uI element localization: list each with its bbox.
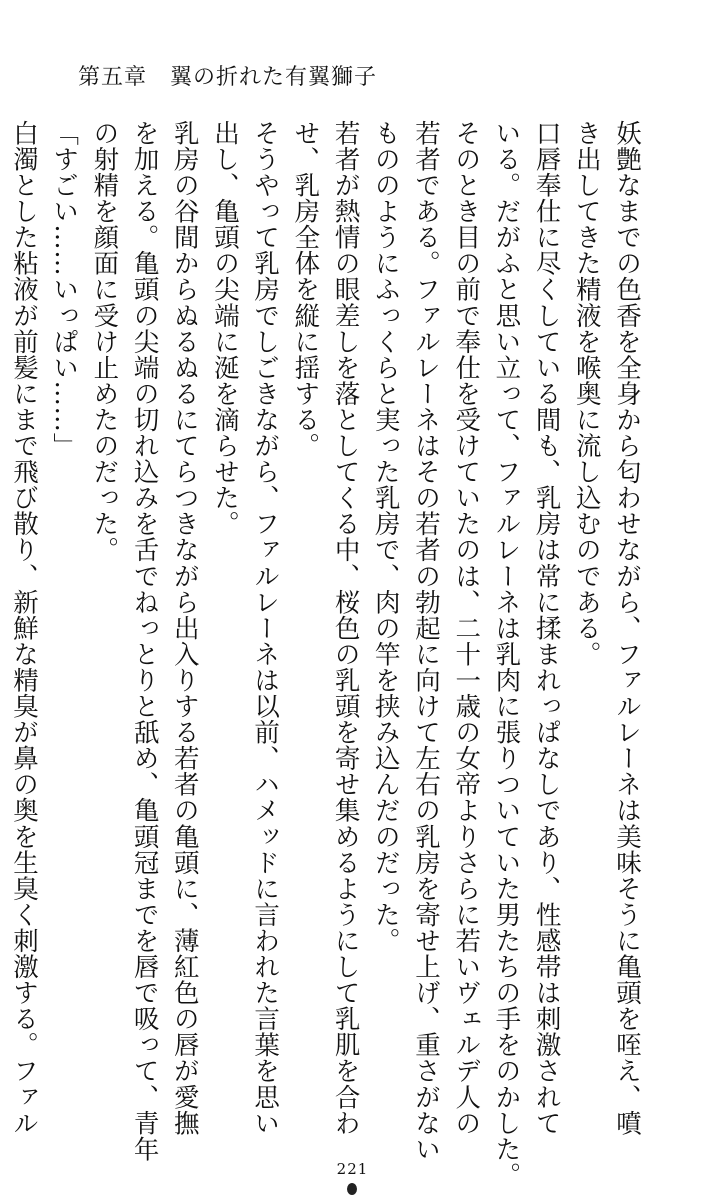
- text-line: そのとき目の前で奉仕を受けていたのは、二十一歳の女帝よりさらに若いヴェルデ人の: [451, 120, 482, 1136]
- text-line: そうやって乳房でしごきながら、ファルレーネは以前、ハメッドに言われた言葉を思い: [250, 120, 281, 1136]
- text-line: 「すごい……いっぱい……」: [49, 120, 80, 459]
- text-line: 口唇奉仕に尽くしている間も、乳房は常に揉まれっぱなしであり、性感帯は刺激されて: [531, 120, 562, 1136]
- text-line: 出し、亀頭の尖端に涎を滴らせた。: [209, 120, 240, 537]
- text-line: [0, 120, 4, 988]
- page-ornament-dot: [347, 1183, 357, 1195]
- text-line: 白濁とした粘液が前髪にまで飛び散り、新鮮な精臭が鼻の奥を生臭く刺激する。ファル: [8, 120, 39, 1136]
- text-line: 若者である。ファルレーネはその若者の勃起に向けて左右の乳房を寄せ上げ、重さがない: [410, 120, 441, 1162]
- text-line: もののようにふっくらと実った乳房で、肉の竿を挟み込んだのだった。: [370, 120, 401, 954]
- text-line: を加える。亀頭の尖端の切れ込みを舌でねっとりと舐め、亀頭冠までを唇で吸って、青年: [129, 120, 160, 1162]
- text-line: 妖艶なまでの色香を全身から匂わせながら、ファルレーネは美味そうに亀頭を咥え、噴: [612, 120, 642, 1136]
- text-line: せ、乳房全体を縦に揺する。: [290, 120, 321, 459]
- text-line: の射精を顔面に受け止めたのだった。: [89, 120, 120, 563]
- text-line: 乳房の谷間からぬるぬるにてらつきながら出入りする若者の亀頭に、薄紅色の唇が愛撫: [169, 120, 200, 1136]
- page-number: 221: [336, 1160, 369, 1178]
- text-line: き出してきた精液を喉奥に流し込むのである。: [571, 120, 602, 668]
- text-line: 若者が熱情の眼差しを落としてくる中、桜色の乳頭を寄せ集めるようにして乳肌を合わ: [330, 120, 361, 1136]
- text-line: いる。だがふと思い立って、ファルレーネは乳肉に張りついていた男たちの手をのかした。: [491, 120, 522, 1189]
- chapter-header: 第五章 翼の折れた有翼獅子: [78, 65, 378, 90]
